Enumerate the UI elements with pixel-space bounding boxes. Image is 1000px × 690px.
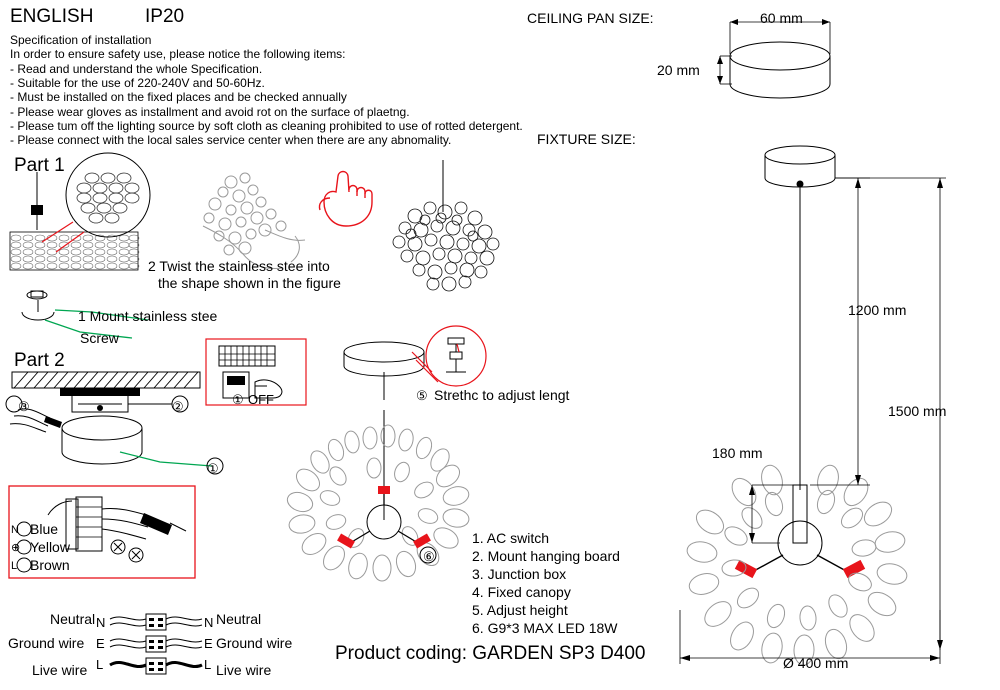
wire-symbol-l: L <box>11 560 18 572</box>
step5-number: ⑤ <box>416 388 428 403</box>
screw-label: Screw <box>80 330 119 346</box>
spec-title: Specification of installation <box>10 33 152 47</box>
legend-item-1: 1. AC switch <box>472 530 550 546</box>
drop-dimension-1200: 1200 mm <box>848 302 907 318</box>
callout-6: ⑥ <box>423 549 435 564</box>
fixture-cluster-middle <box>278 410 498 580</box>
wire-connection-diagram <box>108 605 204 683</box>
off-number: ① <box>232 392 244 407</box>
left-letter-l: L <box>96 657 104 672</box>
rod-dimension-180: 180 mm <box>712 445 763 461</box>
wire-label-blue: Blue <box>30 521 59 537</box>
product-coding: Product coding: GARDEN SP3 D400 <box>335 643 646 664</box>
left-ground-label: Ground wire <box>8 635 85 651</box>
right-ground-label: Ground wire <box>216 635 293 651</box>
spec-bullet-3: - Must be installed on the fixed places and be checked annually <box>10 90 347 104</box>
spec-bullet-5: - Please tum off the lighting source by soft cloth as cleaning prohibited to use of rotted detergent. <box>10 119 523 133</box>
wire-label-yellow: Yellow <box>30 539 70 555</box>
legend-item-2: 2. Mount hanging board <box>472 548 620 564</box>
fixture-title: FIXTURE SIZE: <box>537 131 636 147</box>
spec-bullet-1: - Read and understand the whole Specification. <box>10 62 263 76</box>
step2-line1: 2 Twist the stainless stee into <box>148 258 330 274</box>
callout-2: ② <box>172 399 184 414</box>
left-letter-e: E <box>96 636 105 651</box>
spec-bullet-6: - Please connect with the local sales service center when there are any abnomality. <box>10 133 452 147</box>
legend-item-6: 6. G9*3 MAX LED 18W <box>472 620 618 636</box>
step2-line2: the shape shown in the figure <box>158 275 341 291</box>
left-letter-n: N <box>96 615 106 630</box>
ceiling-pan-title: CEILING PAN SIZE: <box>527 10 654 26</box>
off-label: OFF <box>248 392 274 407</box>
wire-symbol-n: N <box>11 524 19 536</box>
right-letter-e: E <box>204 636 213 651</box>
legend-item-4: 4. Fixed canopy <box>472 584 571 600</box>
callout-1: ① <box>207 461 219 476</box>
ceiling-pan-width: 60 mm <box>760 10 803 26</box>
language-label: ENGLISH <box>10 6 94 27</box>
wire-ball-cluster <box>375 160 535 300</box>
step1-label: 1 Mount stainless stee <box>78 308 218 324</box>
total-dimension-1500: 1500 mm <box>888 403 947 419</box>
callout-3: ③ <box>18 399 30 414</box>
part2-label: Part 2 <box>14 350 65 371</box>
legend-item-5: 5. Adjust height <box>472 602 568 618</box>
wire-label-brown: Brown <box>30 557 70 573</box>
spec-bullet-4: - Please wear gloves as installment and avoid rot on the surface of plaetng. <box>10 105 410 119</box>
legend-item-3: 3. Junction box <box>472 566 567 582</box>
step5-label: Strethc to adjust lengt <box>434 387 570 403</box>
ip-rating-label: IP20 <box>145 6 185 27</box>
right-neutral-label: Neutral <box>216 611 262 627</box>
wire-symbol-ground: ⊕ <box>11 542 21 554</box>
spec-bullet-2: - Suitable for the use of 220-240V and 50-60Hz. <box>10 76 265 90</box>
spec-intro: In order to ensure safety use, please notice the following items: <box>10 47 346 61</box>
part1-label: Part 1 <box>14 155 65 176</box>
right-live-label: Live wire <box>216 662 272 678</box>
right-letter-l: L <box>204 657 212 672</box>
left-live-label: Live wire <box>32 662 88 678</box>
diameter-dimension: Ø 400 mm <box>783 655 849 671</box>
left-neutral-label: Neutral <box>50 611 96 627</box>
right-letter-n: N <box>204 615 214 630</box>
ceiling-pan-height: 20 mm <box>657 62 700 78</box>
